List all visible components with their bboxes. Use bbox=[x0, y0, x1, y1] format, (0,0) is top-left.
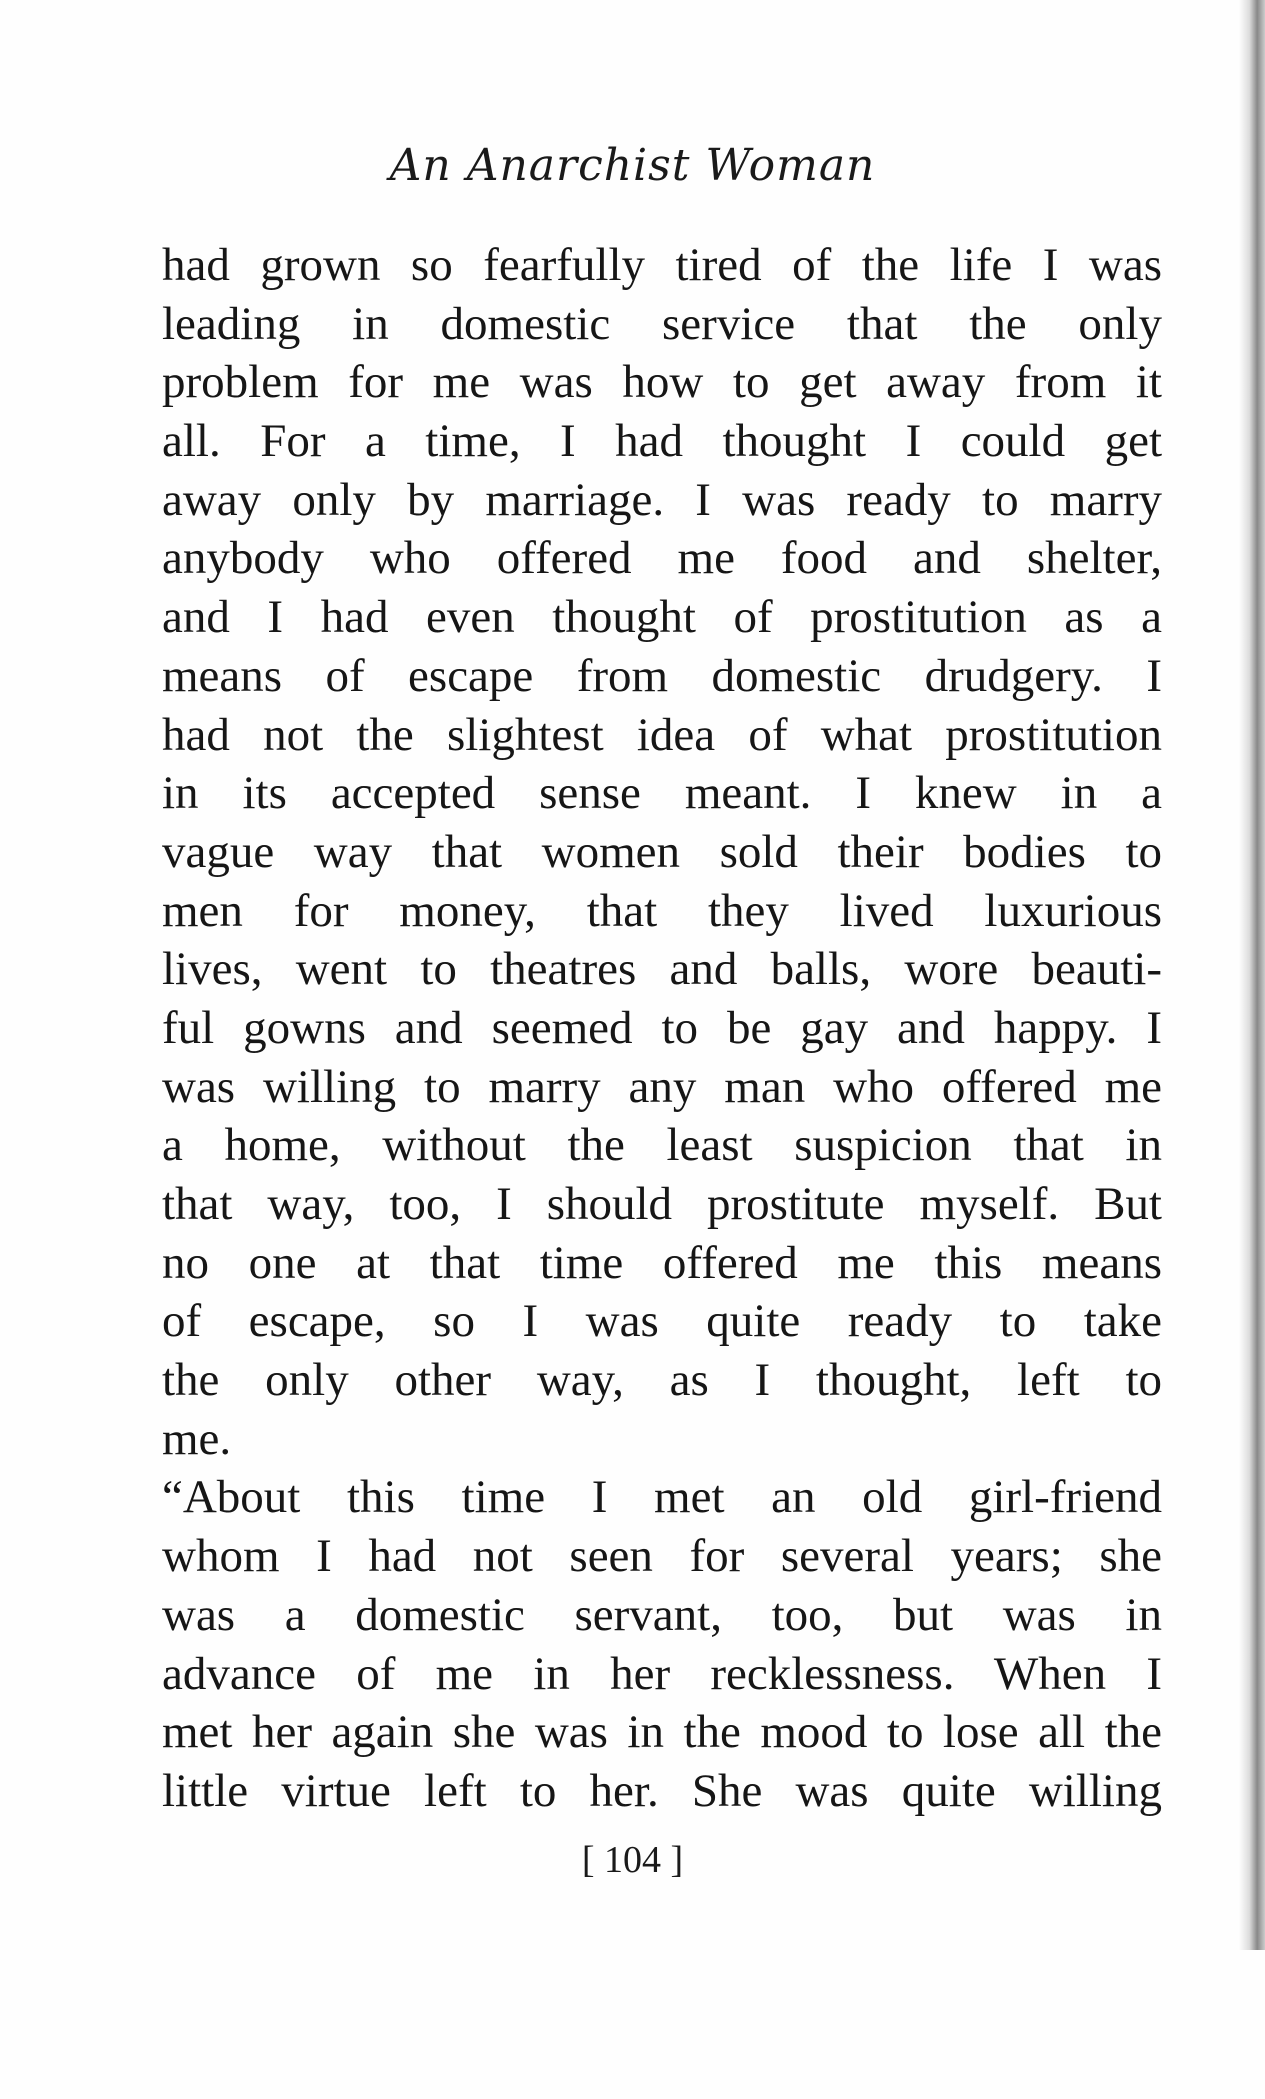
text-line: and I had even thought of prostitution as a bbox=[162, 591, 1162, 644]
text-line: men for money, that they lived luxurious bbox=[162, 884, 1162, 937]
text-line: in its accepted sense meant. I knew in a bbox=[162, 767, 1162, 820]
page-number: [ 104 ] bbox=[581, 1839, 684, 1881]
text-line: was willing to marry any man who offered me bbox=[162, 1060, 1162, 1113]
text-line: anybody who offered me food and shelter, bbox=[162, 532, 1162, 585]
page-binding-shadow bbox=[1239, 0, 1265, 1950]
text-line: of escape, so I was quite ready to take bbox=[162, 1295, 1162, 1348]
text-line: little virtue left to her. She was quite willing bbox=[162, 1764, 1162, 1817]
text-line: “About this time I met an old girl-friend bbox=[162, 1471, 1162, 1524]
text-line: means of escape from domestic drudgery. I bbox=[162, 649, 1162, 702]
running-head: An Anarchist Woman bbox=[389, 140, 876, 191]
paragraph-1 bbox=[162, 236, 1162, 1468]
text-line: away only by marriage. I was ready to marry bbox=[162, 473, 1162, 526]
text-line: met her again she was in the mood to lose all the bbox=[162, 1706, 1162, 1759]
text-line: a home, without the least suspicion that in bbox=[162, 1119, 1162, 1172]
body-text bbox=[162, 236, 1162, 1821]
text-line: had grown so fearfully tired of the life I was bbox=[162, 239, 1162, 291]
text-line: advance of me in her recklessness. When I bbox=[162, 1647, 1162, 1700]
text-line: ful gowns and seemed to be gay and happy. I bbox=[162, 1001, 1162, 1054]
text-line: me. bbox=[162, 1412, 232, 1465]
text-line: all. For a time, I had thought I could get bbox=[162, 415, 1162, 468]
text-line: problem for me was how to get away from it bbox=[162, 356, 1162, 409]
text-line: had not the slightest idea of what prostitution bbox=[162, 708, 1162, 761]
text-line: the only other way, as I thought, left to bbox=[162, 1354, 1162, 1407]
text-line: was a domestic servant, too, but was in bbox=[162, 1588, 1162, 1641]
text-line: vague way that women sold their bodies to bbox=[162, 825, 1162, 878]
paragraph-2 bbox=[162, 1468, 1162, 1820]
text-line: that way, too, I should prostitute myself. But bbox=[162, 1178, 1162, 1230]
text-line: leading in domestic service that the only bbox=[162, 297, 1162, 350]
text-line: whom I had not seen for several years; she bbox=[162, 1530, 1162, 1583]
text-line: lives, went to theatres and balls, wore beauti- bbox=[162, 943, 1162, 996]
text-line: no one at that time offered me this means bbox=[162, 1236, 1162, 1289]
